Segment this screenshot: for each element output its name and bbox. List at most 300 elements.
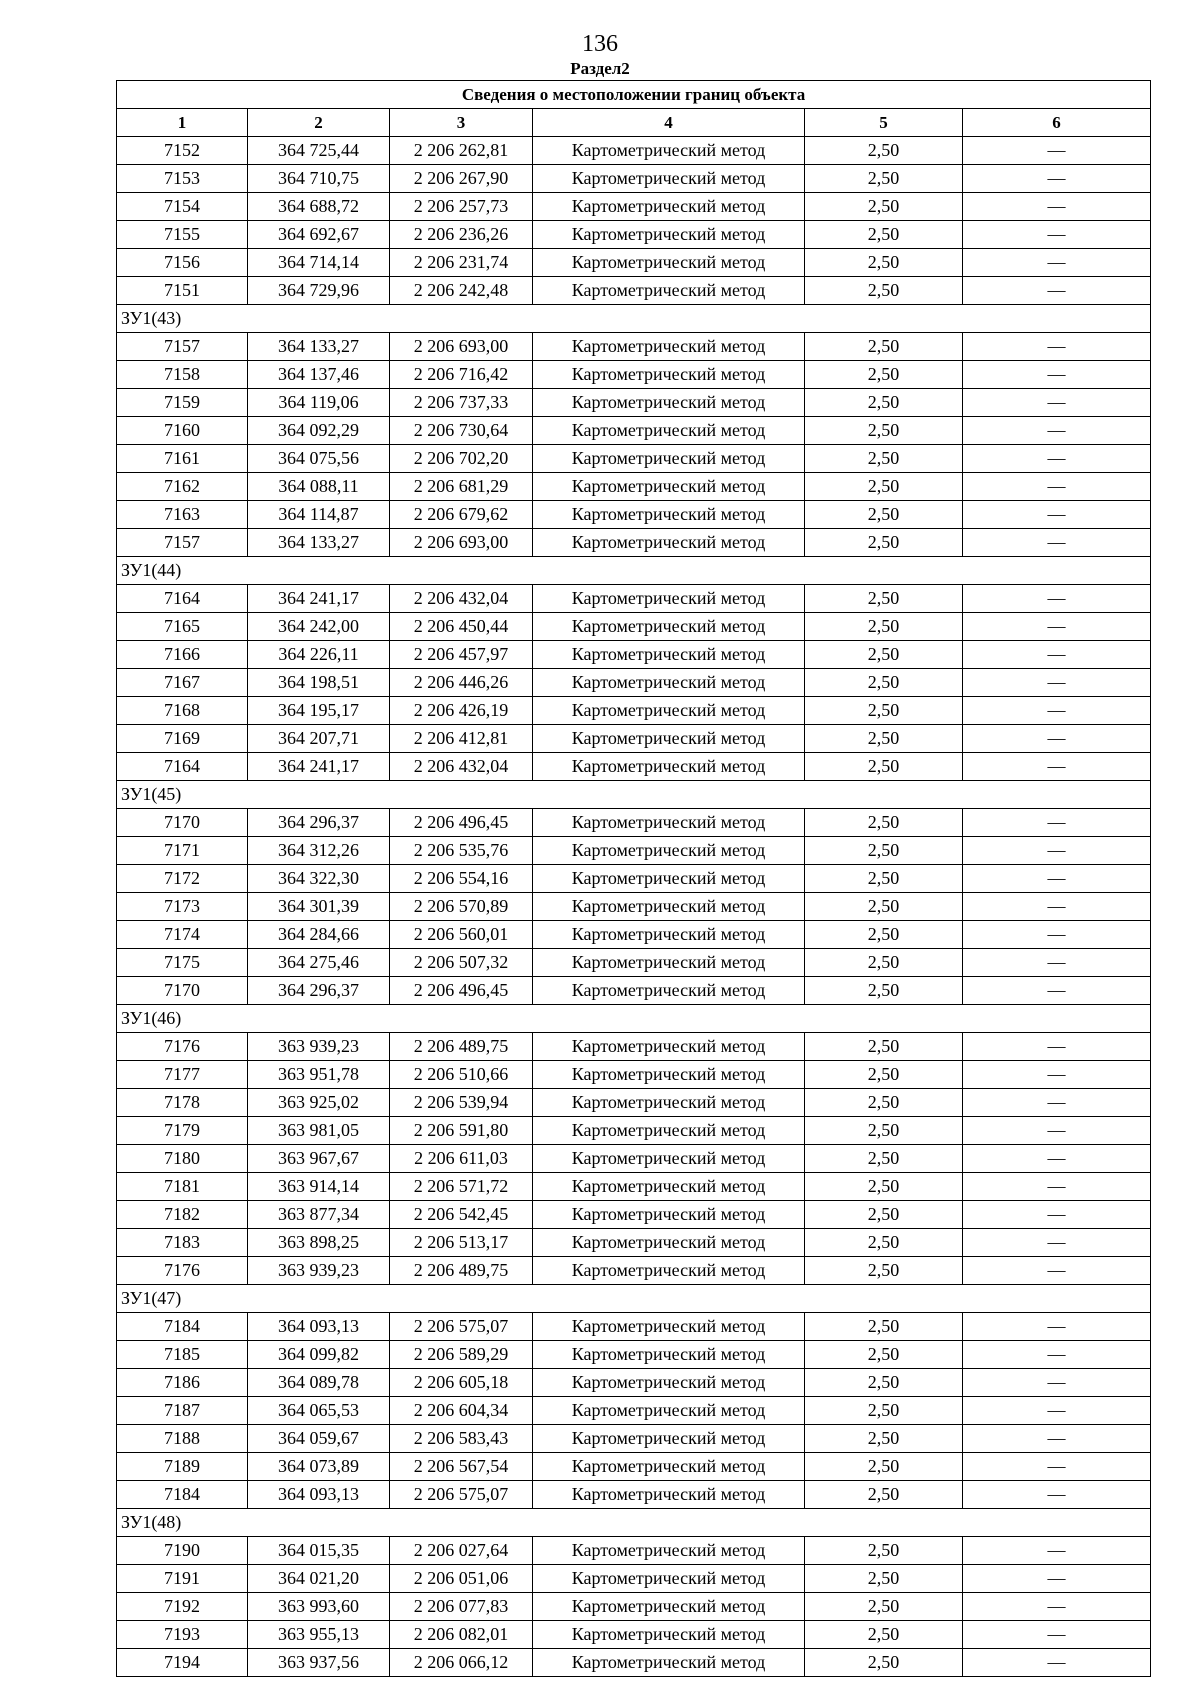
cell-method: Картометрический метод — [533, 697, 805, 725]
cell-accuracy: 2,50 — [805, 1453, 963, 1481]
cell-note: — — [963, 1621, 1151, 1649]
table-row — [117, 193, 1151, 221]
table-row — [117, 613, 1151, 641]
cell-coordinate-x: 364 198,51 — [248, 669, 390, 697]
cell-point-number: 7164 — [117, 585, 248, 613]
table-row — [117, 445, 1151, 473]
table-row — [117, 753, 1151, 781]
cell-note: — — [963, 1229, 1151, 1257]
column-number-1: 1 — [117, 109, 248, 137]
cell-point-number: 7194 — [117, 1649, 248, 1677]
cell-note: — — [963, 669, 1151, 697]
table-row — [117, 949, 1151, 977]
cell-coordinate-y: 2 206 257,73 — [390, 193, 533, 221]
cell-accuracy: 2,50 — [805, 1593, 963, 1621]
cell-coordinate-y: 2 206 575,07 — [390, 1313, 533, 1341]
cell-method: Картометрический метод — [533, 333, 805, 361]
cell-method: Картометрический метод — [533, 389, 805, 417]
cell-accuracy: 2,50 — [805, 1089, 963, 1117]
cell-method: Картометрический метод — [533, 249, 805, 277]
cell-point-number: 7176 — [117, 1033, 248, 1061]
cell-method: Картометрический метод — [533, 585, 805, 613]
cell-note: — — [963, 1145, 1151, 1173]
cell-coordinate-y: 2 206 489,75 — [390, 1257, 533, 1285]
cell-coordinate-y: 2 206 560,01 — [390, 921, 533, 949]
group-label: ЗУ1(45) — [117, 781, 1151, 809]
group-row — [117, 557, 1151, 585]
table-row — [117, 1425, 1151, 1453]
cell-coordinate-y: 2 206 496,45 — [390, 977, 533, 1005]
cell-note: — — [963, 1313, 1151, 1341]
cell-accuracy: 2,50 — [805, 1257, 963, 1285]
cell-coordinate-x: 364 114,87 — [248, 501, 390, 529]
cell-point-number: 7189 — [117, 1453, 248, 1481]
table-row — [117, 277, 1151, 305]
cell-coordinate-y: 2 206 570,89 — [390, 893, 533, 921]
table-row — [117, 1089, 1151, 1117]
group-row — [117, 305, 1151, 333]
cell-note: — — [963, 193, 1151, 221]
table-row — [117, 1481, 1151, 1509]
cell-method: Картометрический метод — [533, 641, 805, 669]
cell-note: — — [963, 865, 1151, 893]
cell-accuracy: 2,50 — [805, 445, 963, 473]
table-row — [117, 361, 1151, 389]
cell-accuracy: 2,50 — [805, 1145, 963, 1173]
table-row — [117, 725, 1151, 753]
cell-coordinate-x: 364 241,17 — [248, 753, 390, 781]
cell-coordinate-y: 2 206 611,03 — [390, 1145, 533, 1173]
cell-accuracy: 2,50 — [805, 501, 963, 529]
table-row — [117, 1453, 1151, 1481]
cell-note: — — [963, 921, 1151, 949]
cell-method: Картометрический метод — [533, 277, 805, 305]
cell-accuracy: 2,50 — [805, 949, 963, 977]
cell-accuracy: 2,50 — [805, 1117, 963, 1145]
cell-note: — — [963, 221, 1151, 249]
boundary-coordinates-table — [116, 80, 1151, 1677]
cell-coordinate-y: 2 206 426,19 — [390, 697, 533, 725]
cell-accuracy: 2,50 — [805, 1621, 963, 1649]
cell-method: Картометрический метод — [533, 529, 805, 557]
cell-coordinate-x: 364 241,17 — [248, 585, 390, 613]
cell-coordinate-x: 364 296,37 — [248, 809, 390, 837]
cell-coordinate-x: 363 925,02 — [248, 1089, 390, 1117]
cell-point-number: 7175 — [117, 949, 248, 977]
cell-coordinate-x: 364 088,11 — [248, 473, 390, 501]
cell-coordinate-y: 2 206 554,16 — [390, 865, 533, 893]
group-label: ЗУ1(44) — [117, 557, 1151, 585]
cell-accuracy: 2,50 — [805, 1369, 963, 1397]
cell-coordinate-y: 2 206 231,74 — [390, 249, 533, 277]
table-row — [117, 837, 1151, 865]
cell-coordinate-x: 363 939,23 — [248, 1257, 390, 1285]
cell-accuracy: 2,50 — [805, 977, 963, 1005]
cell-accuracy: 2,50 — [805, 1061, 963, 1089]
cell-accuracy: 2,50 — [805, 1565, 963, 1593]
table-row — [117, 1341, 1151, 1369]
group-row — [117, 1005, 1151, 1033]
cell-point-number: 7161 — [117, 445, 248, 473]
cell-method: Картометрический метод — [533, 1061, 805, 1089]
cell-accuracy: 2,50 — [805, 473, 963, 501]
cell-method: Картометрический метод — [533, 1369, 805, 1397]
cell-coordinate-y: 2 206 567,54 — [390, 1453, 533, 1481]
cell-accuracy: 2,50 — [805, 1649, 963, 1677]
cell-coordinate-x: 363 939,23 — [248, 1033, 390, 1061]
cell-coordinate-x: 364 688,72 — [248, 193, 390, 221]
cell-coordinate-x: 364 021,20 — [248, 1565, 390, 1593]
table-row — [117, 1649, 1151, 1677]
cell-point-number: 7178 — [117, 1089, 248, 1117]
cell-coordinate-x: 364 275,46 — [248, 949, 390, 977]
cell-coordinate-x: 363 898,25 — [248, 1229, 390, 1257]
cell-coordinate-x: 364 133,27 — [248, 333, 390, 361]
cell-coordinate-y: 2 206 702,20 — [390, 445, 533, 473]
cell-coordinate-y: 2 206 681,29 — [390, 473, 533, 501]
cell-point-number: 7164 — [117, 753, 248, 781]
table-row — [117, 669, 1151, 697]
cell-note: — — [963, 1565, 1151, 1593]
cell-point-number: 7159 — [117, 389, 248, 417]
cell-coordinate-x: 364 015,35 — [248, 1537, 390, 1565]
cell-coordinate-y: 2 206 730,64 — [390, 417, 533, 445]
cell-coordinate-x: 363 937,56 — [248, 1649, 390, 1677]
cell-method: Картометрический метод — [533, 837, 805, 865]
cell-method: Картометрический метод — [533, 1593, 805, 1621]
cell-note: — — [963, 165, 1151, 193]
cell-note: — — [963, 585, 1151, 613]
cell-method: Картометрический метод — [533, 1313, 805, 1341]
cell-method: Картометрический метод — [533, 865, 805, 893]
cell-note: — — [963, 501, 1151, 529]
cell-point-number: 7190 — [117, 1537, 248, 1565]
table-row — [117, 1061, 1151, 1089]
table-row — [117, 1257, 1151, 1285]
cell-coordinate-x: 364 075,56 — [248, 445, 390, 473]
cell-coordinate-y: 2 206 496,45 — [390, 809, 533, 837]
cell-method: Картометрический метод — [533, 1481, 805, 1509]
cell-coordinate-x: 363 951,78 — [248, 1061, 390, 1089]
cell-note: — — [963, 1397, 1151, 1425]
table-row — [117, 893, 1151, 921]
cell-coordinate-x: 364 242,00 — [248, 613, 390, 641]
cell-coordinate-y: 2 206 450,44 — [390, 613, 533, 641]
cell-accuracy: 2,50 — [805, 1201, 963, 1229]
cell-method: Картометрический метод — [533, 1537, 805, 1565]
cell-coordinate-x: 363 993,60 — [248, 1593, 390, 1621]
cell-accuracy: 2,50 — [805, 1481, 963, 1509]
cell-note: — — [963, 1117, 1151, 1145]
cell-accuracy: 2,50 — [805, 1425, 963, 1453]
cell-coordinate-y: 2 206 507,32 — [390, 949, 533, 977]
column-number-3: 3 — [390, 109, 533, 137]
cell-coordinate-x: 364 195,17 — [248, 697, 390, 725]
cell-coordinate-y: 2 206 571,72 — [390, 1173, 533, 1201]
cell-coordinate-y: 2 206 432,04 — [390, 753, 533, 781]
cell-accuracy: 2,50 — [805, 893, 963, 921]
cell-coordinate-y: 2 206 262,81 — [390, 137, 533, 165]
table-row — [117, 1313, 1151, 1341]
cell-point-number: 7186 — [117, 1369, 248, 1397]
cell-method: Картометрический метод — [533, 1565, 805, 1593]
cell-note: — — [963, 333, 1151, 361]
cell-accuracy: 2,50 — [805, 809, 963, 837]
cell-point-number: 7179 — [117, 1117, 248, 1145]
cell-coordinate-y: 2 206 539,94 — [390, 1089, 533, 1117]
cell-coordinate-x: 363 981,05 — [248, 1117, 390, 1145]
cell-note: — — [963, 1341, 1151, 1369]
cell-method: Картометрический метод — [533, 473, 805, 501]
group-label: ЗУ1(43) — [117, 305, 1151, 333]
cell-method: Картометрический метод — [533, 193, 805, 221]
cell-accuracy: 2,50 — [805, 641, 963, 669]
cell-point-number: 7192 — [117, 1593, 248, 1621]
cell-method: Картометрический метод — [533, 501, 805, 529]
cell-method: Картометрический метод — [533, 1173, 805, 1201]
cell-coordinate-x: 364 059,67 — [248, 1425, 390, 1453]
column-number-2: 2 — [248, 109, 390, 137]
group-label: ЗУ1(46) — [117, 1005, 1151, 1033]
cell-accuracy: 2,50 — [805, 1173, 963, 1201]
cell-point-number: 7193 — [117, 1621, 248, 1649]
cell-coordinate-x: 364 207,71 — [248, 725, 390, 753]
cell-method: Картометрический метод — [533, 753, 805, 781]
cell-point-number: 7184 — [117, 1481, 248, 1509]
table-row — [117, 697, 1151, 725]
table-row — [117, 585, 1151, 613]
cell-coordinate-x: 364 710,75 — [248, 165, 390, 193]
cell-coordinate-y: 2 206 432,04 — [390, 585, 533, 613]
cell-point-number: 7177 — [117, 1061, 248, 1089]
cell-note: — — [963, 1425, 1151, 1453]
cell-method: Картометрический метод — [533, 1089, 805, 1117]
cell-method: Картометрический метод — [533, 165, 805, 193]
cell-method: Картометрический метод — [533, 445, 805, 473]
cell-coordinate-y: 2 206 457,97 — [390, 641, 533, 669]
cell-coordinate-y: 2 206 716,42 — [390, 361, 533, 389]
column-number-row — [117, 109, 1151, 137]
cell-point-number: 7157 — [117, 529, 248, 557]
section-title: Раздел2 — [570, 59, 630, 78]
cell-method: Картометрический метод — [533, 1397, 805, 1425]
cell-coordinate-y: 2 206 583,43 — [390, 1425, 533, 1453]
cell-note: — — [963, 697, 1151, 725]
cell-coordinate-x: 364 119,06 — [248, 389, 390, 417]
cell-accuracy: 2,50 — [805, 417, 963, 445]
cell-coordinate-y: 2 206 051,06 — [390, 1565, 533, 1593]
cell-accuracy: 2,50 — [805, 277, 963, 305]
cell-point-number: 7173 — [117, 893, 248, 921]
cell-coordinate-y: 2 206 513,17 — [390, 1229, 533, 1257]
cell-point-number: 7184 — [117, 1313, 248, 1341]
cell-point-number: 7162 — [117, 473, 248, 501]
cell-point-number: 7191 — [117, 1565, 248, 1593]
cell-point-number: 7171 — [117, 837, 248, 865]
group-row — [117, 1285, 1151, 1313]
cell-coordinate-y: 2 206 604,34 — [390, 1397, 533, 1425]
cell-point-number: 7172 — [117, 865, 248, 893]
table-row — [117, 1593, 1151, 1621]
group-row — [117, 781, 1151, 809]
cell-note: — — [963, 893, 1151, 921]
cell-method: Картометрический метод — [533, 221, 805, 249]
table-caption: Сведения о местоположении границ объекта — [117, 81, 1151, 109]
table-row — [117, 333, 1151, 361]
table-caption-row — [117, 81, 1151, 109]
cell-accuracy: 2,50 — [805, 753, 963, 781]
cell-coordinate-x: 364 137,46 — [248, 361, 390, 389]
cell-coordinate-y: 2 206 542,45 — [390, 1201, 533, 1229]
cell-note: — — [963, 1061, 1151, 1089]
cell-coordinate-y: 2 206 446,26 — [390, 669, 533, 697]
cell-coordinate-y: 2 206 242,48 — [390, 277, 533, 305]
cell-accuracy: 2,50 — [805, 1313, 963, 1341]
cell-point-number: 7170 — [117, 809, 248, 837]
cell-note: — — [963, 641, 1151, 669]
cell-coordinate-y: 2 206 489,75 — [390, 1033, 533, 1061]
cell-point-number: 7154 — [117, 193, 248, 221]
table-row — [117, 641, 1151, 669]
cell-accuracy: 2,50 — [805, 165, 963, 193]
table-row — [117, 529, 1151, 557]
cell-note: — — [963, 753, 1151, 781]
cell-note: — — [963, 725, 1151, 753]
cell-method: Картометрический метод — [533, 1117, 805, 1145]
cell-coordinate-y: 2 206 589,29 — [390, 1341, 533, 1369]
cell-method: Картометрический метод — [533, 949, 805, 977]
cell-coordinate-x: 364 322,30 — [248, 865, 390, 893]
cell-method: Картометрический метод — [533, 1341, 805, 1369]
cell-accuracy: 2,50 — [805, 697, 963, 725]
cell-point-number: 7167 — [117, 669, 248, 697]
cell-coordinate-x: 364 284,66 — [248, 921, 390, 949]
cell-note: — — [963, 1481, 1151, 1509]
group-row — [117, 1509, 1151, 1537]
cell-method: Картометрический метод — [533, 613, 805, 641]
table-row — [117, 865, 1151, 893]
cell-coordinate-x: 364 714,14 — [248, 249, 390, 277]
cell-point-number: 7170 — [117, 977, 248, 1005]
table-row — [117, 1369, 1151, 1397]
table-row — [117, 1397, 1151, 1425]
cell-point-number: 7183 — [117, 1229, 248, 1257]
cell-coordinate-x: 364 065,53 — [248, 1397, 390, 1425]
cell-coordinate-x: 364 133,27 — [248, 529, 390, 557]
cell-coordinate-x: 364 226,11 — [248, 641, 390, 669]
cell-point-number: 7155 — [117, 221, 248, 249]
table-row — [117, 137, 1151, 165]
table-row — [117, 1537, 1151, 1565]
cell-note: — — [963, 389, 1151, 417]
cell-coordinate-y: 2 206 510,66 — [390, 1061, 533, 1089]
cell-coordinate-y: 2 206 535,76 — [390, 837, 533, 865]
cell-coordinate-x: 364 093,13 — [248, 1313, 390, 1341]
cell-accuracy: 2,50 — [805, 221, 963, 249]
table-row — [117, 977, 1151, 1005]
cell-method: Картометрический метод — [533, 1649, 805, 1677]
table-row — [117, 165, 1151, 193]
table-row — [117, 221, 1151, 249]
cell-note: — — [963, 837, 1151, 865]
cell-coordinate-x: 364 099,82 — [248, 1341, 390, 1369]
cell-coordinate-y: 2 206 267,90 — [390, 165, 533, 193]
cell-point-number: 7163 — [117, 501, 248, 529]
cell-accuracy: 2,50 — [805, 249, 963, 277]
table-row — [117, 1145, 1151, 1173]
group-label: ЗУ1(48) — [117, 1509, 1151, 1537]
cell-accuracy: 2,50 — [805, 837, 963, 865]
cell-note: — — [963, 445, 1151, 473]
cell-accuracy: 2,50 — [805, 1537, 963, 1565]
cell-point-number: 7182 — [117, 1201, 248, 1229]
cell-method: Картометрический метод — [533, 725, 805, 753]
cell-method: Картометрический метод — [533, 921, 805, 949]
cell-note: — — [963, 613, 1151, 641]
cell-point-number: 7153 — [117, 165, 248, 193]
cell-accuracy: 2,50 — [805, 585, 963, 613]
cell-point-number: 7187 — [117, 1397, 248, 1425]
cell-note: — — [963, 277, 1151, 305]
cell-accuracy: 2,50 — [805, 1229, 963, 1257]
table-row — [117, 1033, 1151, 1061]
cell-coordinate-y: 2 206 591,80 — [390, 1117, 533, 1145]
cell-note: — — [963, 1033, 1151, 1061]
cell-method: Картометрический метод — [533, 1033, 805, 1061]
cell-method: Картометрический метод — [533, 417, 805, 445]
cell-accuracy: 2,50 — [805, 1397, 963, 1425]
cell-point-number: 7166 — [117, 641, 248, 669]
cell-note: — — [963, 809, 1151, 837]
cell-coordinate-x: 364 092,29 — [248, 417, 390, 445]
cell-accuracy: 2,50 — [805, 1033, 963, 1061]
cell-note: — — [963, 1257, 1151, 1285]
cell-method: Картометрический метод — [533, 1453, 805, 1481]
cell-method: Картометрический метод — [533, 1201, 805, 1229]
table-row — [117, 1621, 1151, 1649]
table-row — [117, 1565, 1151, 1593]
cell-method: Картометрический метод — [533, 137, 805, 165]
cell-coordinate-x: 364 073,89 — [248, 1453, 390, 1481]
cell-note: — — [963, 1537, 1151, 1565]
cell-accuracy: 2,50 — [805, 333, 963, 361]
cell-accuracy: 2,50 — [805, 725, 963, 753]
cell-note: — — [963, 473, 1151, 501]
cell-method: Картометрический метод — [533, 1621, 805, 1649]
cell-point-number: 7157 — [117, 333, 248, 361]
cell-method: Картометрический метод — [533, 361, 805, 389]
cell-coordinate-y: 2 206 575,07 — [390, 1481, 533, 1509]
cell-accuracy: 2,50 — [805, 137, 963, 165]
cell-note: — — [963, 137, 1151, 165]
cell-coordinate-y: 2 206 737,33 — [390, 389, 533, 417]
cell-accuracy: 2,50 — [805, 669, 963, 697]
cell-accuracy: 2,50 — [805, 1341, 963, 1369]
table-row — [117, 1173, 1151, 1201]
cell-coordinate-x: 364 093,13 — [248, 1481, 390, 1509]
table-row — [117, 249, 1151, 277]
cell-coordinate-x: 364 312,26 — [248, 837, 390, 865]
cell-note: — — [963, 529, 1151, 557]
cell-accuracy: 2,50 — [805, 361, 963, 389]
cell-point-number: 7156 — [117, 249, 248, 277]
cell-accuracy: 2,50 — [805, 193, 963, 221]
cell-method: Картометрический метод — [533, 1257, 805, 1285]
cell-coordinate-x: 364 296,37 — [248, 977, 390, 1005]
cell-point-number: 7174 — [117, 921, 248, 949]
cell-accuracy: 2,50 — [805, 613, 963, 641]
cell-coordinate-y: 2 206 027,64 — [390, 1537, 533, 1565]
